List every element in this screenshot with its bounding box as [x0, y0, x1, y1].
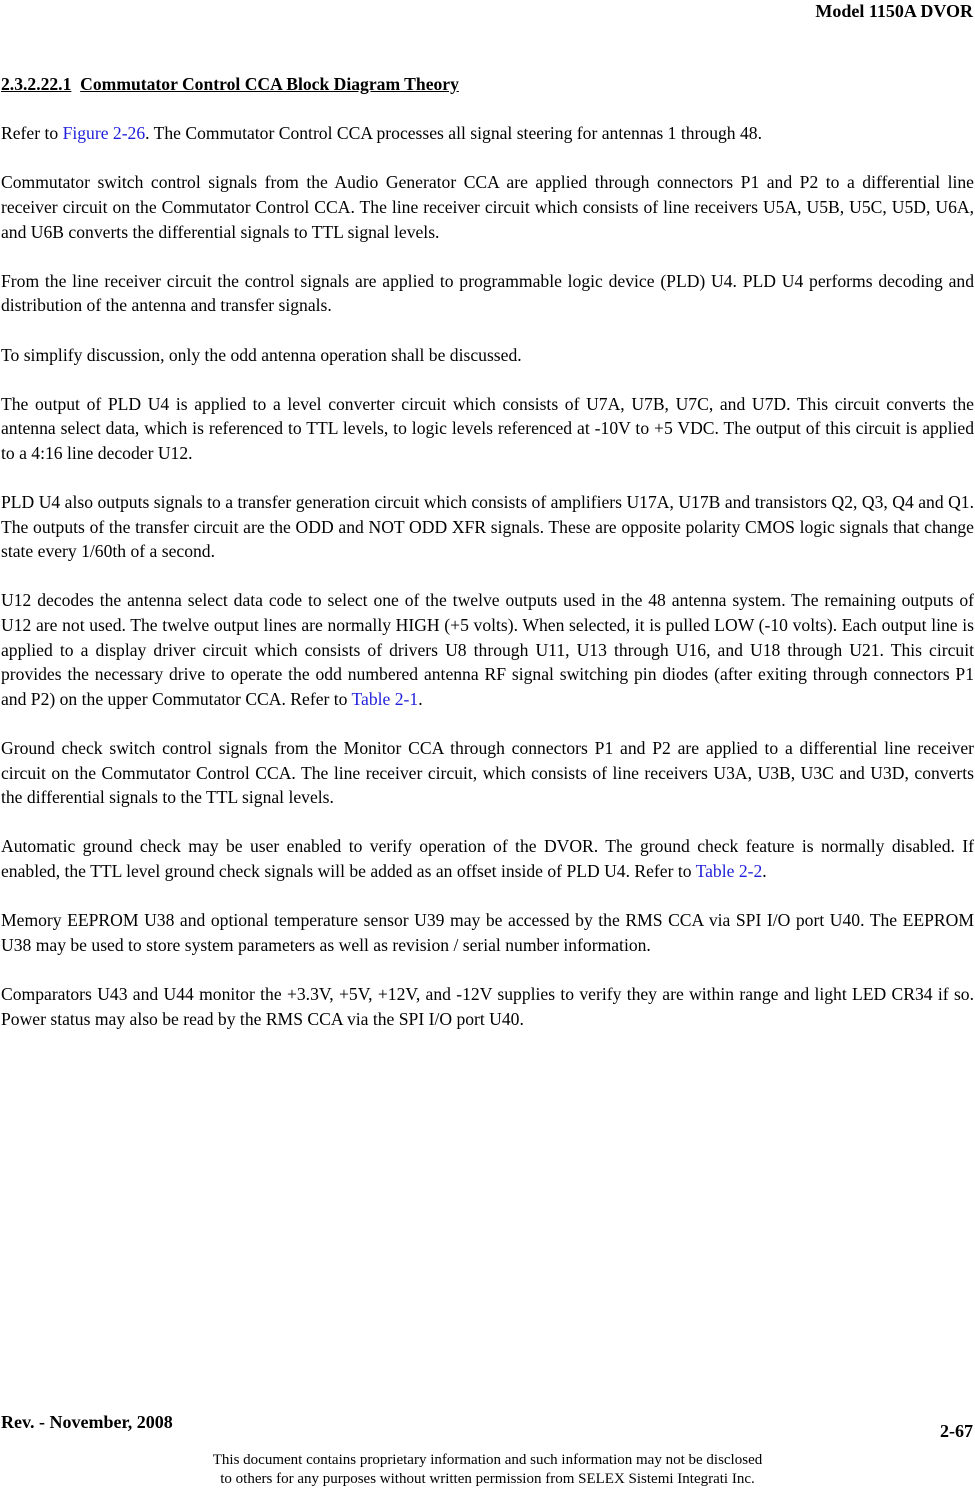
paragraph-u12-decoder	[1, 588, 974, 711]
figure-2-26-link[interactable]: Figure 2-26	[62, 123, 146, 144]
paragraph-eeprom: Memory EEPROM U38 and optional temperature sensor U39 may be accessed by the RMS CCA via SPI I/O port U40. The EEPROM U38 may be used to store system parameters as well as revision / serial number information.	[1, 910, 974, 955]
paragraph-odd-antenna: To simplify discussion, only the odd antenna operation shall be discussed.	[1, 344, 522, 365]
notice-line: This document contains proprietary information and such information may not be disclosed	[212, 1452, 763, 1468]
section-number: 2.3.2.22.1	[1, 74, 72, 94]
text-span: .	[418, 688, 423, 709]
paragraph-transfer-generation: PLD U4 also outputs signals to a transfer generation circuit which consists of amplifiers U17A, U17B and transistors Q2, Q3, Q4 and Q1. The outputs of the transfer circuit are the ODD and NOT ODD XFR signals. These are opposite polarity CMOS logic signals that change state every 1/60th of a second.	[1, 492, 974, 562]
footer-page-number: 2-67	[940, 1421, 973, 1441]
document-header-model: Model 1150A DVOR	[815, 1, 973, 21]
paragraph-ground-check: Ground check switch control signals from the Monitor CCA through connectors P1 and P2 are applied to a differential line receiver circuit on the Commutator Control CCA. The line receiver circuit, which consists of line receivers U3A, U3B, U3C and U3D, converts the differential signals to the TTL signal levels.	[1, 738, 974, 808]
text-span: Refer to	[1, 123, 63, 144]
section-heading	[1, 72, 974, 97]
notice-line: to others for any purposes without written permission from SELEX Sistemi Integrati Inc.	[220, 1471, 755, 1487]
paragraph-intro	[1, 121, 974, 146]
paragraph-pld: From the line receiver circuit the control signals are applied to programmable logic device (PLD) U4. PLD U4 performs decoding and distribution of the antenna and transfer signals.	[1, 270, 974, 316]
text-span: . The Commutator Control CCA processes all signal steering for antennas 1 through 48.	[145, 123, 762, 144]
text-span: U12 decodes the antenna select data code to select one of the twelve outputs used in the 48 antenna system. The remaining outputs of U12 are not used. The twelve output lines are normally HIGH (+5 volts). When selected, it is pulled LOW (-10 volts). Each output line is applied to a display driver circuit which consists of drivers U8 through U11, U13 through U16, and U18 through U21. This circuit provides the necessary drive to operate the odd numbered antenna RF signal switching pin diodes (after exiting through connectors P1 and P2) on the upper Commutator CCA. Refer to	[1, 590, 974, 709]
table-2-2-link[interactable]: Table 2-2	[695, 861, 763, 881]
table-2-1-link[interactable]: Table 2-1	[351, 688, 419, 709]
document-body	[1, 72, 974, 1056]
paragraph-level-converter: The output of PLD U4 is applied to a level converter circuit which consists of U7A, U7B, U7C, and U7D. This circuit converts the antenna select data, which is referenced to TTL levels, to logic levels referenced at -10V to +5 VDC. The output of this circuit is applied to a 4:16 line decoder U12.	[1, 393, 974, 463]
paragraph-comparators: Comparators U43 and U44 monitor the +3.3V, +5V, +12V, and -12V supplies to verify they are within range and light LED CR34 if so. Power status may also be read by the RMS CCA via the SPI I/O port U40.	[1, 983, 974, 1029]
paragraph-line-receiver: Commutator switch control signals from the Audio Generator CCA are applied through connectors P1 and P2 to a differential line receiver circuit on the Commutator Control CCA. The line receiver circuit which consists of line receivers U5A, U5B, U5C, U5D, U6A, and U6B converts the differential signals to TTL signal levels.	[1, 172, 974, 242]
footer-revision: Rev. - November, 2008	[1, 1412, 173, 1432]
proprietary-notice	[0, 1451, 975, 1489]
paragraph-automatic-ground-check	[1, 834, 974, 883]
section-title: Commutator Control CCA Block Diagram Theory	[80, 74, 459, 94]
text-span: Automatic ground check may be user enabled to verify operation of the DVOR. The ground check feature is normally disabled. If enabled, the TTL level ground check signals will be added as an offset inside of PLD U4. Refer to	[1, 836, 974, 881]
text-span: .	[762, 861, 767, 881]
